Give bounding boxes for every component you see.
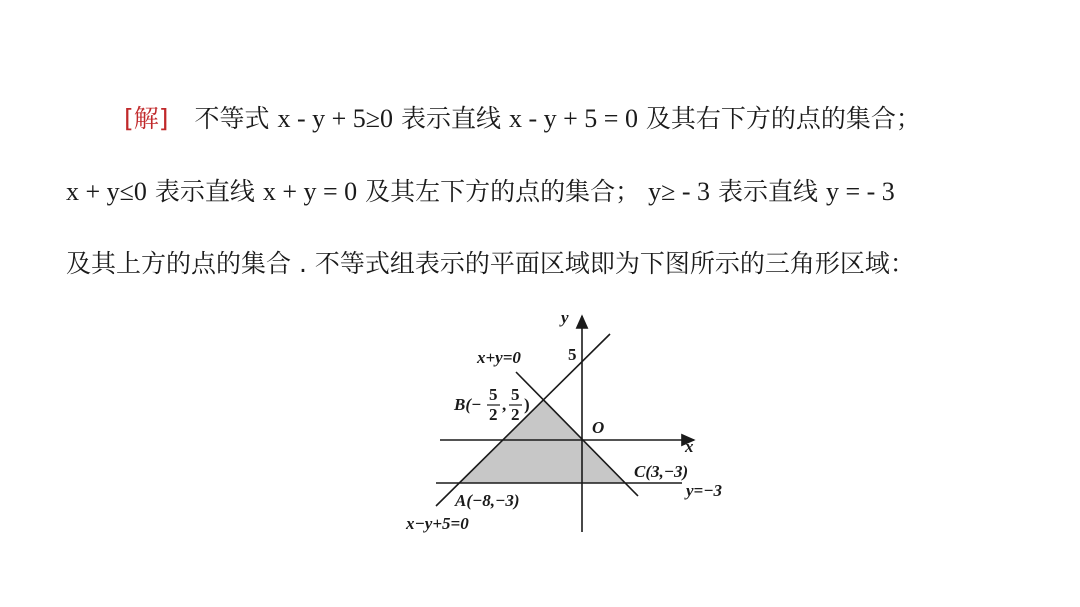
line-label-y-minus-3: y=−3 — [686, 481, 723, 500]
line-equation-1: x - y + 5 = 0 — [508, 104, 638, 133]
text-segment: 及其上方的点的集合 — [66, 249, 292, 278]
point-b-label — [453, 385, 530, 424]
inequality-3: y≥ - 3 — [648, 177, 711, 206]
tick-five-label: 5 — [568, 345, 577, 364]
origin-label: O — [592, 418, 605, 437]
point-b-numerator-2: 5 — [511, 385, 520, 404]
text-segment: 及其右下方的点的集合； — [645, 104, 921, 133]
x-axis-label: x — [685, 437, 694, 456]
line-label-x-minus-y: x−y+5=0 — [406, 514, 469, 533]
point-b-suffix: ) — [524, 395, 530, 414]
feasible-region-figure — [398, 306, 758, 546]
point-b-comma: , — [502, 395, 507, 414]
text-segment: 表示直线 — [400, 104, 501, 133]
text-segment: 不等式 — [194, 104, 270, 133]
solution-line-3 — [66, 249, 915, 279]
point-c-label: C(3,−3) — [634, 462, 689, 481]
line-equation-3: y = - 3 — [825, 177, 895, 206]
point-a-label: A(−8,−3) — [455, 491, 520, 510]
text-segment: 表示直线 — [718, 177, 819, 206]
triangle-region — [459, 399, 625, 483]
text-segment: . 不等式组表示的平面区域即为下图所示的三角形区域： — [298, 249, 915, 278]
text-segment: 及其左下方的点的集合； — [365, 177, 641, 206]
coordinate-plane — [398, 306, 758, 546]
point-b-prefix: B(− — [454, 395, 482, 414]
line-equation-2: x + y = 0 — [262, 177, 358, 206]
point-b-denominator-1: 2 — [489, 405, 498, 424]
solution-tag: [解] — [124, 104, 169, 133]
solution-line-1 — [124, 104, 921, 134]
inequality-1: x - y + 5≥0 — [277, 104, 394, 133]
point-b-denominator-2: 2 — [511, 405, 520, 424]
point-b-numerator-1: 5 — [489, 385, 498, 404]
solution-line-2 — [66, 177, 895, 207]
y-axis-label: y — [561, 308, 569, 327]
line-label-x-plus-y: x+y=0 — [477, 348, 521, 367]
text-segment: 表示直线 — [154, 177, 255, 206]
inequality-2: x + y≤0 — [66, 177, 147, 206]
